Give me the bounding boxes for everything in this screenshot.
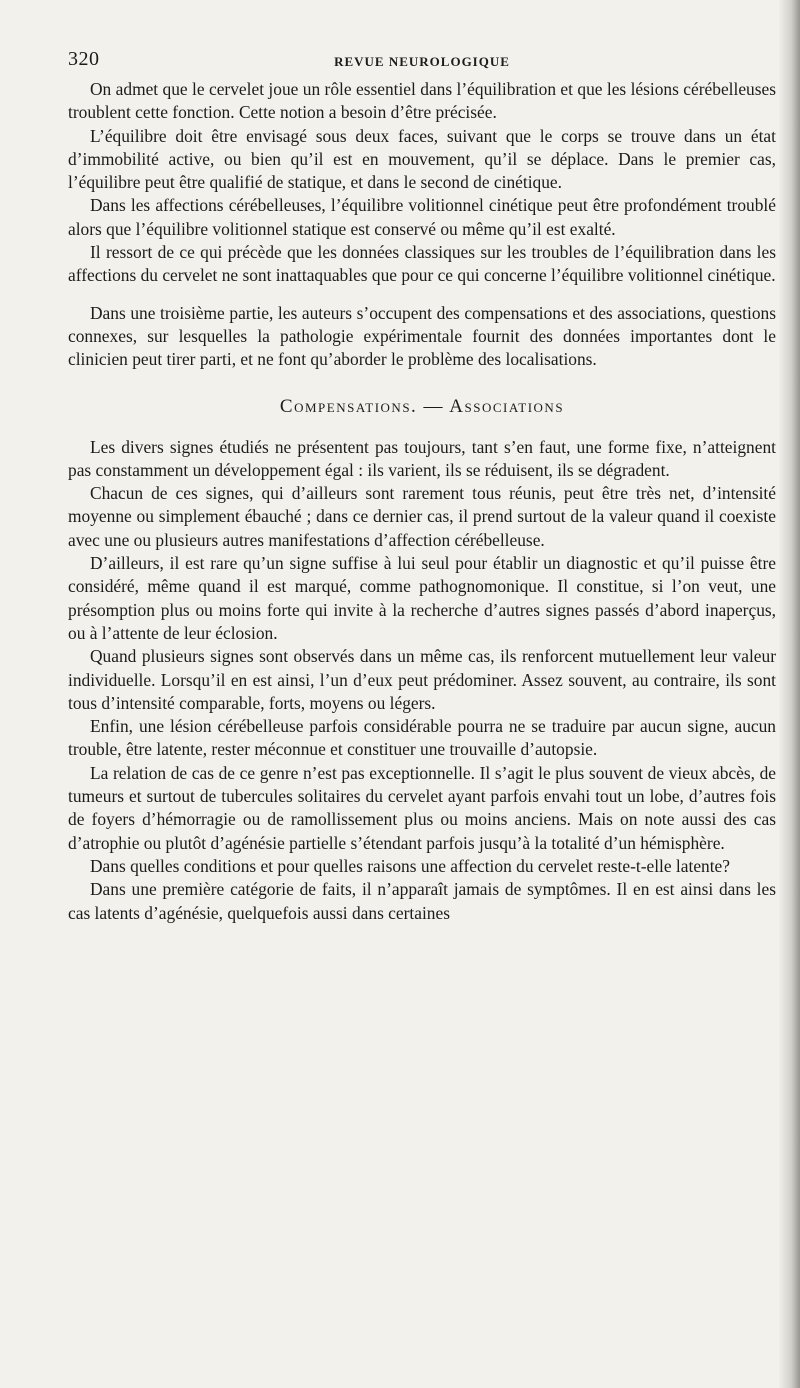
- paragraph: Enfin, une lésion cérébelleuse parfois considérable pourra ne se traduire par aucun signe, aucun trouble, être latente, rester méconnue et constituer une trouvaille d’autopsie.: [68, 716, 776, 760]
- document-page: [68, 48, 776, 925]
- paragraph: Dans une première catégorie de faits, il n’apparaît jamais de symptômes. Il en est ainsi dans les cas latents d’agénésie, quelquefois aussi dans certaines: [68, 879, 776, 923]
- paragraph: Chacun de ces signes, qui d’ailleurs sont rarement tous réunis, peut être très net, d’intensité moyenne ou simplement ébauché ; dans ce dernier cas, il prend surtout de la valeur quand il coexiste avec une ou plusieurs autres manifestations d’affection cérébelleuse.: [68, 483, 776, 550]
- paragraph: Quand plusieurs signes sont observés dans un même cas, ils renforcent mutuellement leur valeur individuelle. Lorsqu’il en est ainsi, l’un d’eux peut prédominer. Assez souvent, au contraire, ils sont tous d’intensité comparable, forts, moyens ou légers.: [68, 646, 776, 713]
- page-number: 320: [68, 48, 100, 70]
- paragraph: Il ressort de ce qui précède que les données classiques sur les troubles de l’équilibration dans les affections du cervelet ne sont inattaquables que pour ce qui concerne l’équilibre volitionnel cinétique.: [68, 242, 776, 286]
- section-heading: Compensations. — Associations: [279, 395, 565, 417]
- paragraph: Dans quelles conditions et pour quelles raisons une affection du cervelet reste-t-elle latente?: [90, 855, 730, 876]
- paragraph: Les divers signes étudiés ne présentent pas toujours, tant s’en faut, une forme fixe, n’atteignent pas constamment un développement égal : ils varient, ils se réduisent, ils se dégradent.: [68, 436, 776, 480]
- running-title: REVUE NEUROLOGIQUE: [334, 54, 510, 69]
- page-edge-shadow: [778, 0, 800, 1388]
- paragraph: Dans une troisième partie, les auteurs s’occupent des compensations et des associations, questions connexes, sur lesquelles la pathologie expérimentale fournit des données importantes dont le clinicien peut tirer parti, et ne font qu’aborder le problème des localisations.: [68, 302, 776, 370]
- page-header: [68, 48, 776, 78]
- equilibrium-section: [68, 78, 776, 288]
- compensations-section: [68, 436, 776, 925]
- third-part-section: [68, 302, 776, 372]
- paragraph: La relation de cas de ce genre n’est pas exceptionnelle. Il s’agit le plus souvent de vieux abcès, de tumeurs et surtout de tubercules solitaires du cervelet ayant parfois envahi tout un lobe, d’autres fois de foyers d’hémorragie ou de ramollissement plus ou moins anciens. Mais on note aussi des cas d’atrophie ou plutôt d’agénésie partielle s’étendant parfois jusqu’à la totalité d’un hémisphère.: [68, 762, 776, 853]
- paragraph: Dans les affections cérébelleuses, l’équilibre volitionnel cinétique peut être profondément troublé alors que l’équilibre volitionnel statique est conservé ou même qu’il est exalté.: [68, 195, 776, 239]
- paragraph: On admet que le cervelet joue un rôle essentiel dans l’équilibration et que les lésions cérébelleuses troublent cette fonction. Cette notion a besoin d’être précisée.: [68, 79, 776, 123]
- body-text: [68, 78, 776, 925]
- paragraph: L’équilibre doit être envisagé sous deux faces, suivant que le corps se trouve dans un état d’immobilité active, ou bien qu’il est en mouvement, qu’il se déplace. Dans le premier cas, l’équilibre peut être qualifié de statique, et dans le second de cinétique.: [68, 125, 776, 193]
- paragraph: D’ailleurs, il est rare qu’un signe suffise à lui seul pour établir un diagnostic et qu’il puisse être considéré, même quand il est marqué, comme pathognomonique. Il constitue, si l’on veut, une présomption plus ou moins forte qui invite à la recherche d’autres signes passés d’abord inaperçus, ou à l’attente de leur éclosion.: [68, 553, 776, 643]
